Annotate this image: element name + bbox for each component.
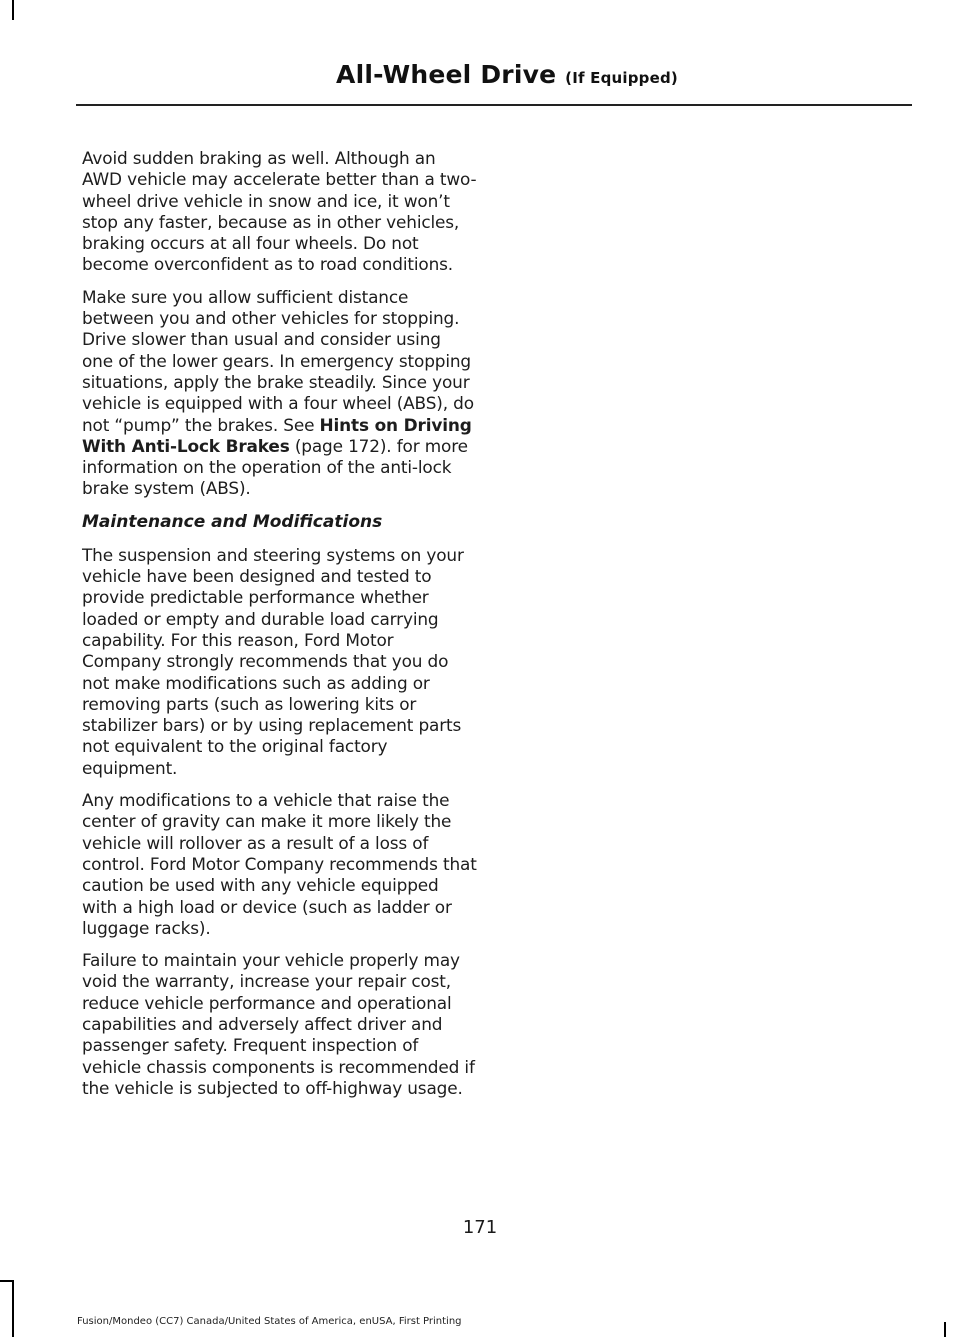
page-number: 171 xyxy=(462,1217,498,1238)
paragraph-stopping-text: Make sure you allow sufficient distance between you and other vehicles for stopping. Drive slower than usual and consider using one of the lower gears. In emergency stopping situations, apply the brake steadily. Since your vehicle is equipped with a four wheel (ABS), do not “pump” the brakes. See xyxy=(82,286,474,435)
crop-mark-bottom-left-h xyxy=(0,1280,14,1282)
crop-mark-top-left-v xyxy=(12,0,14,20)
header-rule xyxy=(76,104,912,106)
paragraph-maintenance: Failure to maintain your vehicle properly may void the warranty, increase your repair cost, reduce vehicle performance and operational capabilities and adversely affect driver and passenger safety. Frequent inspection of vehicle chassis components is recommended if the vehicle is subjected to off-highway usage. xyxy=(82,950,475,1098)
header-title-text: All-Wheel Drive xyxy=(336,60,557,89)
paragraph-stopping-tail: for more information on the operation of the anti-lock brake system (ABS). xyxy=(82,435,468,499)
crop-mark-bottom-left-v xyxy=(12,1280,14,1337)
page-header-title xyxy=(336,60,678,89)
abs-cross-reference-link[interactable]: Hints on Driving With Anti-Lock Brakes xyxy=(82,414,472,456)
body-column xyxy=(82,148,477,1110)
paragraph-stopping-distance xyxy=(82,287,477,500)
paragraph-modifications: Any modifications to a vehicle that raise the center of gravity can make it more likely the vehicle will rollover as a result of a loss of control. Ford Motor Company recommends that caution be used with any vehicle equipped with a high load or device (such as ladder or luggage racks). xyxy=(82,790,477,938)
paragraph-suspension: The suspension and steering systems on your vehicle have been designed and tested to provide predictable performance whether loaded or empty and durable load carrying capability. For this reason, Ford Motor Company strongly recommends that you do not make modifications such as adding or removing parts (such as lowering kits or stabilizer bars) or by using replacement parts not equivalent to the original factory equipment. xyxy=(82,544,464,778)
header-subtitle: (If Equipped) xyxy=(565,69,678,87)
crop-mark-bottom-right-v xyxy=(944,1322,946,1337)
footer-printing-info: Fusion/Mondeo (CC7) Canada/United States of America, enUSA, First Printing xyxy=(77,1316,462,1327)
cross-reference-page: (page 172). xyxy=(289,435,392,456)
paragraph-braking: Avoid sudden braking as well. Although an AWD vehicle may accelerate better than a two-wheel drive vehicle in snow and ice, it won’t stop any faster, because as in other vehicles, braking occurs at all four wheels. Do not become overconfident as to road conditions. xyxy=(82,148,477,275)
section-heading-maintenance: Maintenance and Modifications xyxy=(82,511,383,532)
